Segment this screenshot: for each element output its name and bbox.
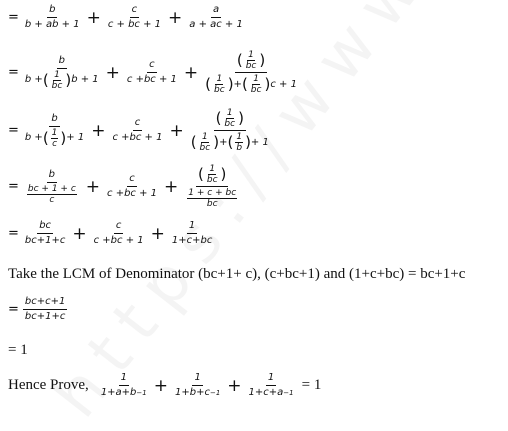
numerator: 1 (253, 74, 259, 84)
numerator: b (47, 4, 57, 18)
inner-fraction (213, 74, 226, 95)
hence-prove-label: Hence Prove, (8, 377, 89, 393)
denominator (173, 386, 222, 399)
plus-sign: + (233, 78, 242, 90)
denominator: bc+1+c (24, 311, 66, 322)
close-paren: ) (238, 109, 244, 127)
open-paren: ( (227, 133, 234, 151)
equals-sign: = (8, 123, 19, 138)
plus-sign: + (72, 223, 87, 244)
numerator: 1 (51, 127, 58, 138)
numerator (235, 50, 267, 73)
numerator: 1 (216, 74, 223, 84)
numerator: b (57, 55, 67, 69)
equation-line-4 (8, 164, 243, 209)
inner-fraction (223, 108, 236, 129)
numerator: 1 (187, 220, 197, 234)
close-paren: ) (65, 70, 72, 89)
numerator: bc + 1 + c (27, 183, 76, 194)
result: = 1 (301, 377, 322, 393)
denominator: c +bc + 1 (93, 235, 144, 246)
equals-sign: = (8, 302, 19, 317)
lcm-statement: Take the LCM of Denominator (bc+1+ c), (c+bc+1) and (1+c+bc) = bc+1+c (8, 266, 466, 282)
close-paren: ) (60, 128, 67, 147)
fraction-result (23, 296, 67, 323)
exponent: −1 (136, 389, 147, 397)
fraction-term-3 (187, 4, 245, 31)
fraction-term-2 (173, 372, 222, 399)
denominator (189, 131, 271, 153)
plus-sign: + (91, 120, 106, 141)
numerator: 1 (236, 132, 243, 142)
numerator: 1 + c + bc (188, 188, 237, 198)
plus-sign: + (153, 375, 168, 396)
numerator: 1 (192, 372, 202, 386)
inner-fraction (206, 164, 219, 185)
equals-sign: = (8, 226, 19, 241)
fraction-term-1 (23, 55, 101, 91)
den-prefix: b + (24, 132, 43, 143)
numerator: 1 (248, 50, 254, 60)
fraction-term-1 (23, 220, 67, 247)
close-paren: ) (245, 133, 251, 151)
equation-line-5 (8, 220, 216, 247)
inner-fraction (245, 50, 258, 71)
open-paren: ( (190, 133, 197, 151)
close-paren: ) (259, 51, 266, 69)
numerator: bc+c+1 (23, 296, 67, 310)
plus-sign: + (219, 136, 228, 148)
numerator: b (49, 113, 59, 127)
denominator: bc (214, 85, 225, 95)
denominator: 1+c+bc (171, 235, 213, 246)
inner-fraction (235, 132, 243, 153)
close-paren: ) (213, 133, 220, 151)
numerator: c (133, 117, 143, 131)
plus-sign: + (85, 176, 101, 197)
fraction-term-2 (106, 4, 163, 31)
fraction-term-1 (23, 169, 81, 205)
den-suffix: b + 1 (71, 74, 99, 85)
open-paren: ( (198, 165, 204, 183)
close-paren: ) (220, 165, 227, 183)
fraction-term-1 (99, 372, 149, 399)
fraction-term-1 (23, 113, 86, 149)
fraction-term-3 (189, 108, 271, 153)
numerator: a (211, 4, 221, 18)
fraction-term-2 (125, 59, 179, 86)
numerator: c (127, 173, 137, 187)
denominator: c +bc + 1 (126, 74, 177, 85)
denominator (183, 187, 241, 209)
equation-line-3 (8, 108, 273, 153)
denominator: a + ac + 1 (189, 19, 243, 30)
denominator: c (52, 138, 58, 149)
plus-sign: + (86, 7, 101, 28)
den-suffix: c + 1 (270, 78, 297, 90)
denominator (203, 73, 299, 95)
denominator (23, 183, 81, 205)
fraction-term-1 (23, 4, 82, 31)
denominator: bc (51, 80, 63, 91)
numerator: 1 (202, 132, 208, 142)
denominator: c (49, 194, 55, 205)
plus-sign: + (183, 62, 199, 83)
numerator: c (130, 4, 140, 18)
equation-line-6 (8, 296, 69, 323)
plus-sign: + (105, 62, 120, 83)
numerator (196, 164, 228, 187)
denominator (23, 127, 86, 149)
inner-fraction (250, 74, 263, 95)
numerator: b (47, 169, 57, 183)
open-paren: ( (236, 51, 243, 69)
close-paren: ) (264, 75, 271, 93)
fraction-term-2 (110, 117, 164, 144)
exponent: −1 (283, 389, 294, 397)
numerator: c (114, 220, 124, 234)
denominator: c +bc + 1 (107, 188, 158, 199)
fraction-term-3 (247, 372, 296, 399)
den-prefix: b + (24, 74, 43, 85)
fraction-term-3 (170, 220, 214, 247)
denominator: bc (199, 143, 211, 153)
equals-sign: = (8, 10, 19, 25)
denominator: bc (206, 175, 218, 185)
numerator: 1 (209, 164, 216, 174)
denominator (99, 386, 149, 399)
fraction-term-3 (183, 164, 241, 209)
hence-prove-line (8, 372, 321, 399)
plus-sign: + (164, 176, 179, 197)
plus-sign: + (227, 375, 242, 396)
denominator: c + bc + 1 (107, 19, 162, 30)
open-paren: ( (241, 75, 248, 93)
open-paren: ( (215, 109, 222, 127)
numerator: bc (37, 220, 53, 234)
equation-line-7: = 1 (8, 342, 28, 358)
numerator (214, 108, 246, 131)
numerator: 1 (54, 69, 60, 80)
inner-fraction (199, 132, 212, 153)
plus-sign: + (150, 223, 165, 244)
den-suffix: + 1 (250, 136, 269, 148)
denominator: bc (206, 199, 218, 209)
equals-sign: = (8, 65, 19, 80)
den-base: 1+c+a (248, 387, 284, 398)
denominator: b + ab + 1 (24, 19, 80, 30)
plus-sign: + (169, 120, 184, 141)
denominator (247, 386, 296, 399)
den-suffix: + 1 (66, 132, 85, 143)
denominator: bc (250, 85, 262, 95)
numerator: 1 (226, 108, 233, 118)
fraction-term-3 (203, 50, 299, 95)
denominator (23, 69, 101, 91)
numerator: c (147, 59, 157, 73)
denominator: bc+1+c (24, 235, 66, 246)
inner-fraction (51, 128, 59, 149)
numerator: 1 (266, 372, 276, 386)
fraction-term-2 (92, 220, 146, 247)
inner-fraction (27, 184, 77, 205)
exponent: −1 (209, 389, 221, 397)
den-base: 1+a+b (100, 387, 137, 398)
denominator: bc (224, 119, 236, 129)
denominator: b (236, 143, 243, 153)
equation-line-1 (8, 4, 247, 31)
den-base: 1+b+c (175, 387, 210, 398)
equation-line-2 (8, 50, 301, 95)
fraction-term-2 (105, 173, 159, 200)
open-paren: ( (205, 75, 212, 93)
close-paren: ) (227, 75, 234, 93)
numerator: 1 (119, 372, 129, 386)
inner-fraction (187, 188, 237, 209)
denominator: c +bc + 1 (112, 132, 163, 143)
denominator: bc (245, 61, 257, 71)
equals-sign: = (8, 179, 19, 194)
inner-fraction (51, 70, 64, 91)
open-paren: ( (42, 128, 49, 147)
plus-sign: + (168, 7, 183, 28)
open-paren: ( (42, 70, 49, 89)
